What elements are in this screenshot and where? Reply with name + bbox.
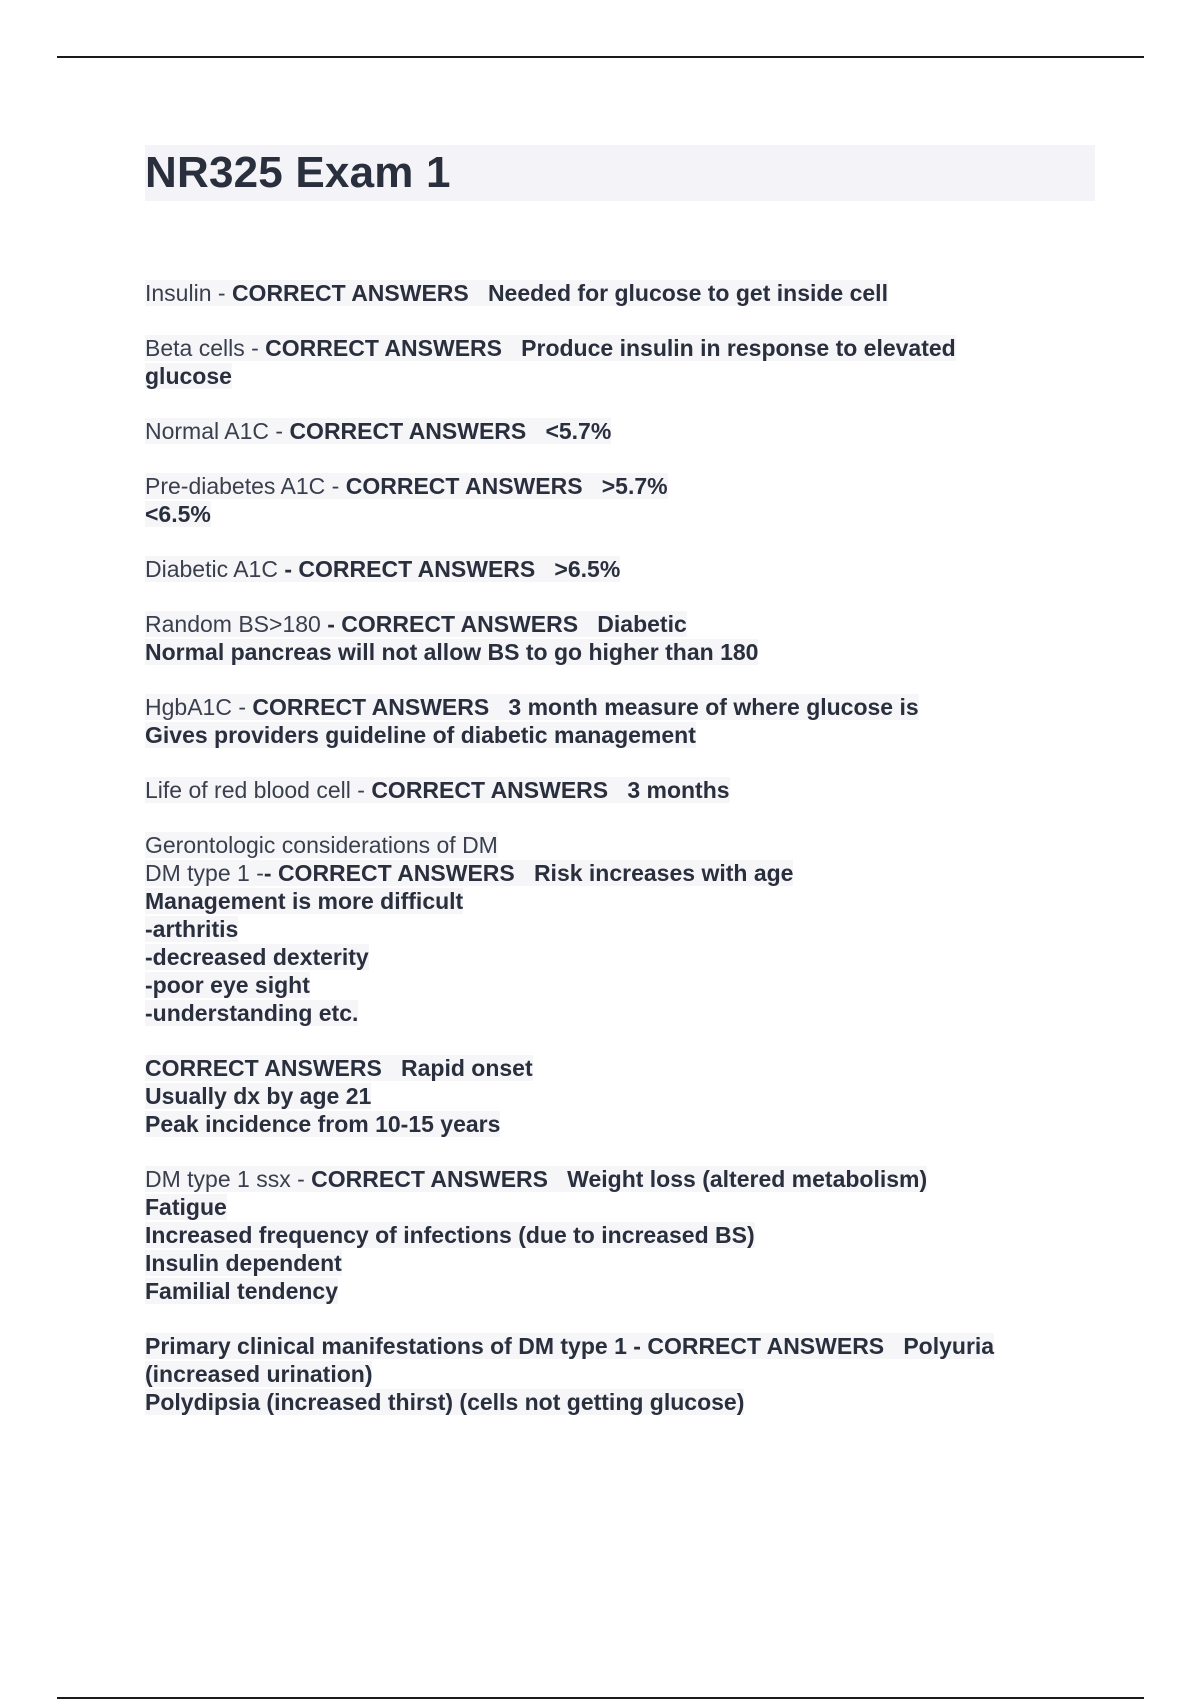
correct-answers-tag: CORRECT ANSWERS — [265, 335, 502, 361]
entry-preface: Gerontologic considerations of DM — [145, 832, 498, 858]
qa-entry-random-bs — [145, 610, 1095, 666]
entry-separator: - — [626, 1333, 648, 1359]
correct-answers-tag: CORRECT ANSWERS — [298, 556, 536, 582]
correct-answers-tag: CORRECT ANSWERS — [289, 418, 527, 444]
bottom-rule — [57, 1697, 1144, 1699]
qa-entry-hgba1c — [145, 693, 1095, 749]
entry-answer-line: -arthritis — [145, 916, 239, 942]
correct-answers-tag: CORRECT ANSWERS — [231, 280, 469, 306]
entry-separator: - — [244, 335, 266, 361]
entry-separator: - — [320, 611, 342, 637]
entry-answer-line: Management is more difficult — [145, 888, 464, 914]
entry-separator: - — [277, 556, 299, 582]
entry-answer: Rapid onset — [401, 1055, 533, 1081]
entry-term: Normal A1C — [145, 418, 269, 444]
entry-separator: - — [290, 1166, 312, 1192]
qa-list — [145, 279, 1095, 1416]
entry-term: DM type 1 - — [145, 860, 264, 886]
entry-answer-line: -decreased dexterity — [145, 944, 369, 970]
qa-entry-dm-type1-gerontologic — [145, 831, 1095, 1027]
entry-answer: >6.5% — [554, 556, 621, 582]
qa-entry-insulin — [145, 279, 1095, 307]
entry-answer: Weight loss (altered metabolism) — [567, 1166, 928, 1192]
entry-answer-line: Normal pancreas will not allow BS to go higher than 180 — [145, 639, 759, 665]
correct-answers-tag: CORRECT ANSWERS — [647, 1333, 885, 1359]
entry-term: DM type 1 ssx — [145, 1166, 291, 1192]
entry-answer-line: (increased urination) — [145, 1361, 373, 1387]
entry-answer: 3 month measure of where glucose is — [508, 694, 919, 720]
entry-separator: - — [268, 418, 290, 444]
entry-answer: 3 months — [627, 777, 730, 803]
entry-separator: - — [231, 694, 253, 720]
entry-answer-line: glucose — [145, 363, 232, 389]
qa-entry-rbc-life — [145, 776, 1095, 804]
entry-answer: <5.7% — [545, 418, 612, 444]
entry-term: Insulin — [145, 280, 212, 306]
entry-answer-line: -understanding etc. — [145, 1000, 359, 1026]
document-body — [145, 145, 1095, 1443]
correct-answers-tag: CORRECT ANSWERS — [371, 777, 609, 803]
entry-answer: Polyuria — [903, 1333, 995, 1359]
top-rule — [57, 56, 1144, 58]
entry-term: Beta cells — [145, 335, 245, 361]
entry-term: Random BS>180 — [145, 611, 321, 637]
entry-answer: Diabetic — [597, 611, 687, 637]
entry-answer-line: Familial tendency — [145, 1278, 339, 1304]
qa-entry-primary-manifestations — [145, 1332, 1095, 1416]
entry-answer-line: -poor eye sight — [145, 972, 310, 998]
correct-answers-tag: CORRECT ANSWERS — [252, 694, 490, 720]
entry-answer-line: Fatigue — [145, 1194, 227, 1220]
document-title: NR325 Exam 1 — [145, 148, 451, 197]
entry-separator: - — [263, 860, 278, 886]
entry-answer-line: Increased frequency of infections (due to increased BS) — [145, 1222, 755, 1248]
entry-separator: - — [350, 777, 372, 803]
entry-separator: - — [211, 280, 232, 306]
entry-term: Life of red blood cell — [145, 777, 351, 803]
entry-answer-line: Usually dx by age 21 — [145, 1083, 372, 1109]
qa-entry-dm-type1-ssx — [145, 1165, 1095, 1305]
qa-entry-normal-a1c — [145, 417, 1095, 445]
qa-entry-beta-cells — [145, 334, 1095, 390]
qa-entry-diabetic-a1c — [145, 555, 1095, 583]
entry-term: Primary clinical manifestations of DM type 1 — [145, 1333, 627, 1359]
qa-entry-onset — [145, 1054, 1095, 1138]
entry-answer-line: Insulin dependent — [145, 1250, 342, 1276]
entry-answer: Produce insulin in response to elevated — [521, 335, 956, 361]
entry-answer: Needed for glucose to get inside cell — [487, 280, 888, 306]
entry-separator: - — [325, 473, 346, 499]
entry-answer-line: Gives providers guideline of diabetic management — [145, 722, 696, 748]
correct-answers-tag: CORRECT ANSWERS — [145, 1055, 382, 1081]
correct-answers-tag: CORRECT ANSWERS — [341, 611, 579, 637]
qa-entry-pre-diabetes-a1c — [145, 472, 1095, 528]
entry-answer-line: Peak incidence from 10-15 years — [145, 1111, 501, 1137]
correct-answers-tag: CORRECT ANSWERS — [311, 1166, 548, 1192]
entry-answer-line: <6.5% — [145, 501, 211, 527]
correct-answers-tag: CORRECT ANSWERS — [345, 473, 583, 499]
entry-term: Diabetic A1C — [145, 556, 278, 582]
entry-term: Pre-diabetes A1C — [145, 473, 326, 499]
entry-answer-line: Polydipsia (increased thirst) (cells not getting glucose) — [145, 1389, 745, 1415]
title-bar — [145, 145, 1095, 201]
entry-term: HgbA1C — [145, 694, 232, 720]
correct-answers-tag: CORRECT ANSWERS — [277, 860, 515, 886]
entry-answer: >5.7% — [601, 473, 668, 499]
entry-answer: Risk increases with age — [533, 860, 794, 886]
